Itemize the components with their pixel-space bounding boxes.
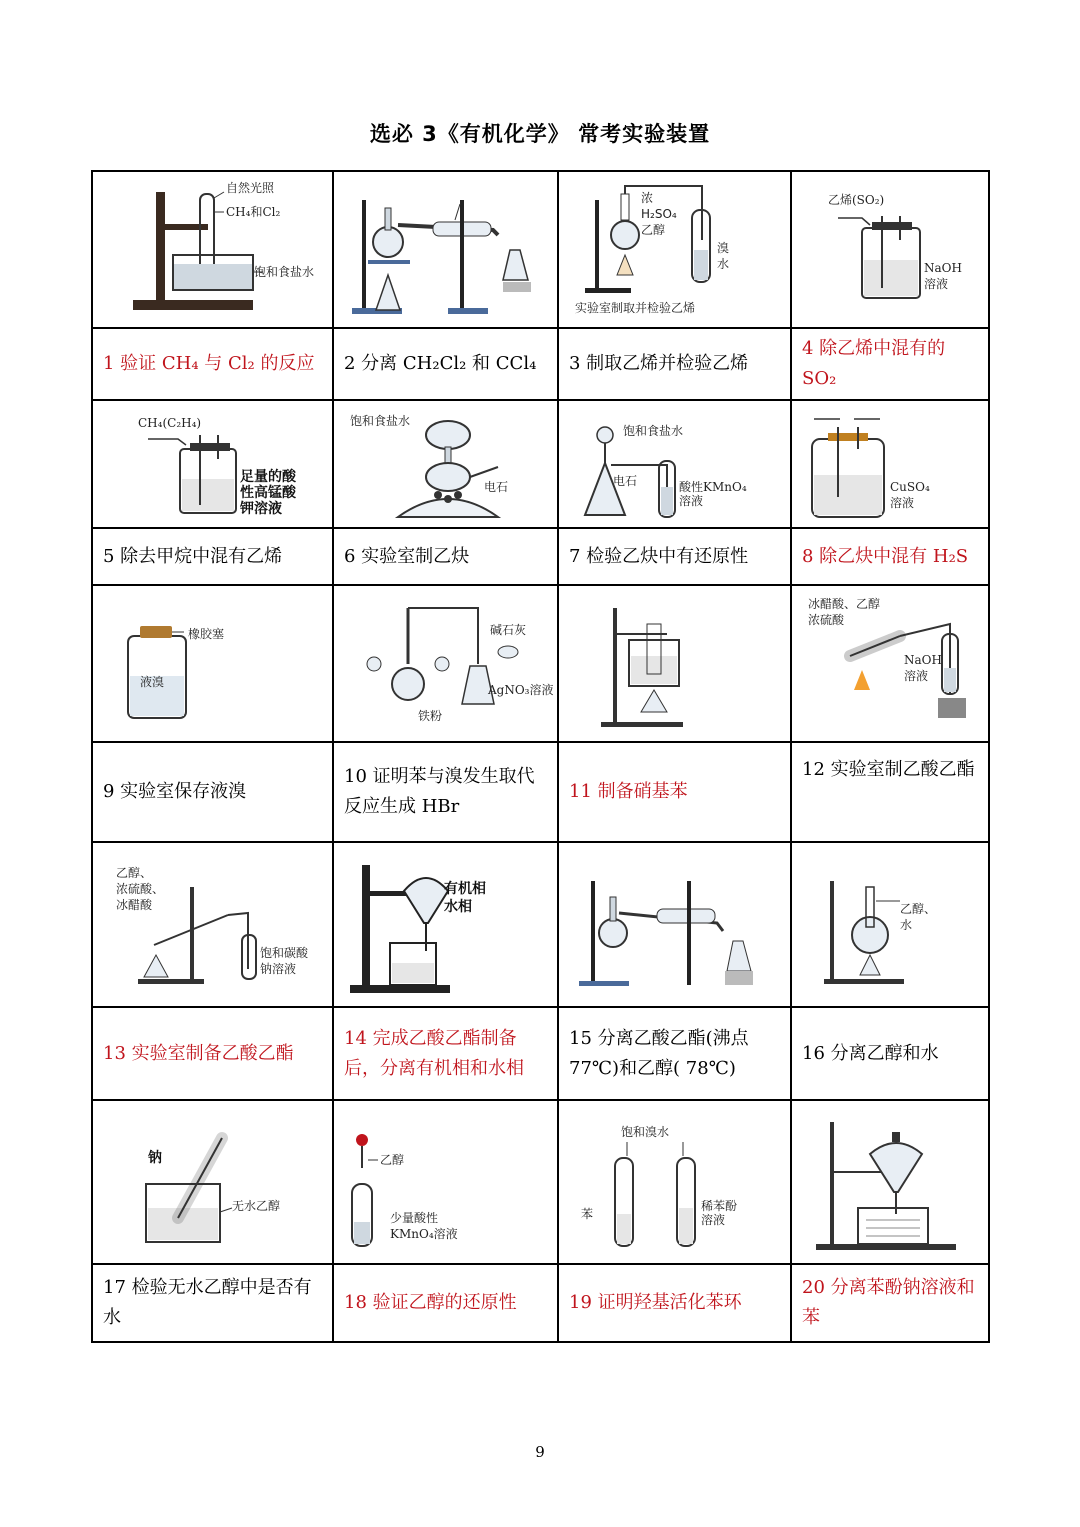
label-kmno4-2: KMnO₄溶液 xyxy=(390,1227,458,1241)
label-gas: CH₄(C₂H₄) xyxy=(137,416,201,430)
figure-benzene-bromination xyxy=(338,594,553,734)
figure-sodium-ethanol xyxy=(108,1108,318,1256)
figure-methane-chlorination xyxy=(108,180,318,320)
label-iron-powder: 铁粉 xyxy=(418,708,443,723)
caption-18: 18 验证乙醇的还原性 xyxy=(333,1264,558,1342)
figure-acetylene-kipp xyxy=(338,405,553,523)
label-liquid-bromine: 液溴 xyxy=(139,674,164,689)
figure-cell-19 xyxy=(558,1100,791,1264)
label-gas: CH₄和Cl₂ xyxy=(225,204,280,219)
label-anhydrous-ethanol: 无水乙醇 xyxy=(231,1199,280,1213)
caption-15: 15 分离乙酸乙酯(沸点 77℃)和乙醇( 78℃) xyxy=(558,1007,791,1100)
label-reagents-3: 冰醋酸 xyxy=(115,897,152,912)
figure-cuso4-wash xyxy=(800,405,980,523)
label-na2co3-2: 钠溶液 xyxy=(259,961,296,976)
page-title: 选必 3《有机化学》 常考实验装置 xyxy=(369,122,711,146)
caption-10: 10 证明苯与溴发生取代反应生成 HBr xyxy=(333,742,558,842)
label-naoh-2: 溶液 xyxy=(924,276,949,291)
figure-ester-prep-1 xyxy=(800,594,980,734)
label-cuso4-1: CuSO₄ xyxy=(890,480,930,494)
figure-cell-12 xyxy=(791,585,989,742)
label-kmno4-1: 酸性KMnO₄ xyxy=(679,480,747,494)
figure-acetylene-test xyxy=(567,405,782,523)
caption-8: 8 除乙炔中混有 H₂S xyxy=(791,528,989,585)
label-reagents-2: 浓硫酸 xyxy=(808,612,845,627)
label-phenol-1: 稀苯酚 xyxy=(701,1199,738,1213)
caption-6: 6 实验室制乙炔 xyxy=(333,528,558,585)
label-kmno4-1: 少量酸性 xyxy=(390,1211,439,1225)
label-brine: 饱和食盐水 xyxy=(350,414,411,428)
label-gas: 乙烯(SO₂) xyxy=(828,192,885,207)
apparatus-table xyxy=(91,170,990,1343)
label-acid-3: 乙醇 xyxy=(641,222,666,237)
caption-1: 1 验证 CH₄ 与 Cl₂ 的反应 xyxy=(92,328,333,400)
label-kmno4-2: 溶液 xyxy=(679,494,704,508)
label-carbide: 电石 xyxy=(484,480,509,494)
figure-cell-11 xyxy=(558,585,791,742)
figure-bromine-bottle xyxy=(108,594,318,734)
label-reagents-1: 冰醋酸、乙醇 xyxy=(808,596,881,611)
caption-7: 7 检验乙炔中有还原性 xyxy=(558,528,791,585)
figure-phenol-bromination xyxy=(567,1108,782,1256)
figure-naoh-wash xyxy=(800,180,980,320)
caption-16: 16 分离乙醇和水 xyxy=(791,1007,989,1100)
caption-2: 2 分离 CH₂Cl₂ 和 CCl₄ xyxy=(333,328,558,400)
figure-distillation-2 xyxy=(567,851,782,999)
label-carbide: 电石 xyxy=(613,474,638,488)
figure-cell-15 xyxy=(558,842,791,1007)
label-reagents-2: 浓硫酸、 xyxy=(115,881,164,896)
label-soda-lime: 碱石灰 xyxy=(490,622,527,637)
caption-17: 17 检验无水乙醇中是否有水 xyxy=(92,1264,333,1342)
label-bromine-water: 饱和溴水 xyxy=(621,1125,670,1139)
figure-cell-20 xyxy=(791,1100,989,1264)
figure-cell-5 xyxy=(92,400,333,528)
caption-5: 5 除去甲烷中混有乙烯 xyxy=(92,528,333,585)
label-aqueous-phase: 水相 xyxy=(444,898,472,915)
label-mixture-2: 水 xyxy=(900,917,913,932)
figure-separatory-2 xyxy=(800,1108,980,1256)
caption-12: 12 实验室制乙酸乙酯 xyxy=(791,742,989,842)
figure-cell-1 xyxy=(92,171,333,328)
label-bromine-2: 水 xyxy=(717,256,730,271)
label-mixture-1: 乙醇、 xyxy=(900,901,937,916)
label-naoh-2: 溶液 xyxy=(904,668,929,683)
label-kmno4-2: 性高锰酸 xyxy=(239,485,296,501)
label-benzene: 苯 xyxy=(581,1207,594,1221)
figure-cell-8 xyxy=(791,400,989,528)
label-kmno4-1: 足量的酸 xyxy=(239,469,296,485)
label-kmno4-3: 钾溶液 xyxy=(239,501,282,517)
label-bromine-1: 溴 xyxy=(717,240,730,255)
label-naoh-1: NaOH xyxy=(904,652,942,667)
figure-cell-6 xyxy=(333,400,558,528)
caption-13: 13 实验室制备乙酸乙酯 xyxy=(92,1007,333,1100)
figure-ethanol-kmno4 xyxy=(338,1108,553,1256)
figure-cell-4 xyxy=(791,171,989,328)
label-organic-phase: 有机相 xyxy=(444,880,486,897)
caption-19: 19 证明羟基活化苯环 xyxy=(558,1264,791,1342)
figure-ethylene-prep xyxy=(567,180,782,320)
label-brine: 饱和食盐水 xyxy=(253,264,314,279)
label-reagents-1: 乙醇、 xyxy=(115,865,152,880)
label-ethanol: 乙醇 xyxy=(380,1153,405,1167)
label-acid-1: 浓 xyxy=(641,190,654,205)
page-number: 9 xyxy=(535,1443,545,1461)
figure-distillation xyxy=(338,180,553,320)
figure-kmno4-wash xyxy=(108,405,318,523)
label-agno3: AgNO₃溶液 xyxy=(488,682,553,697)
figure-cell-10 xyxy=(333,585,558,742)
figure-cell-9 xyxy=(92,585,333,742)
figure-separatory-1 xyxy=(338,851,553,999)
caption-11: 11 制备硝基苯 xyxy=(558,742,791,842)
figure-cell-2 xyxy=(333,171,558,328)
figure-cell-3 xyxy=(558,171,791,328)
label-stopper: 橡胶塞 xyxy=(187,626,224,641)
figure-cell-7 xyxy=(558,400,791,528)
caption-14: 14 完成乙酸乙酯制备后，分离有机相和水相 xyxy=(333,1007,558,1100)
caption-4: 4 除乙烯中混有的 SO₂ xyxy=(791,328,989,400)
figure-3-caption: 实验室制取并检验乙烯 xyxy=(575,300,696,315)
label-light: 自然光照 xyxy=(225,180,274,195)
figure-ester-prep-2 xyxy=(108,851,318,999)
label-cuso4-2: 溶液 xyxy=(890,496,915,510)
label-acid-2: H₂SO₄ xyxy=(641,206,677,221)
figure-cell-17 xyxy=(92,1100,333,1264)
figure-ethanol-distill xyxy=(800,851,980,999)
label-sodium: 钠 xyxy=(147,1150,162,1166)
label-brine: 饱和食盐水 xyxy=(623,424,684,438)
figure-nitrobenzene xyxy=(567,594,782,734)
figure-cell-16 xyxy=(791,842,989,1007)
label-phenol-2: 溶液 xyxy=(701,1213,726,1227)
caption-3: 3 制取乙烯并检验乙烯 xyxy=(558,328,791,400)
caption-9: 9 实验室保存液溴 xyxy=(92,742,333,842)
caption-20: 20 分离苯酚钠溶液和苯 xyxy=(791,1264,989,1342)
label-na2co3-1: 饱和碳酸 xyxy=(259,945,308,960)
figure-cell-18 xyxy=(333,1100,558,1264)
figure-cell-14 xyxy=(333,842,558,1007)
figure-cell-13 xyxy=(92,842,333,1007)
label-naoh-1: NaOH xyxy=(924,260,962,275)
